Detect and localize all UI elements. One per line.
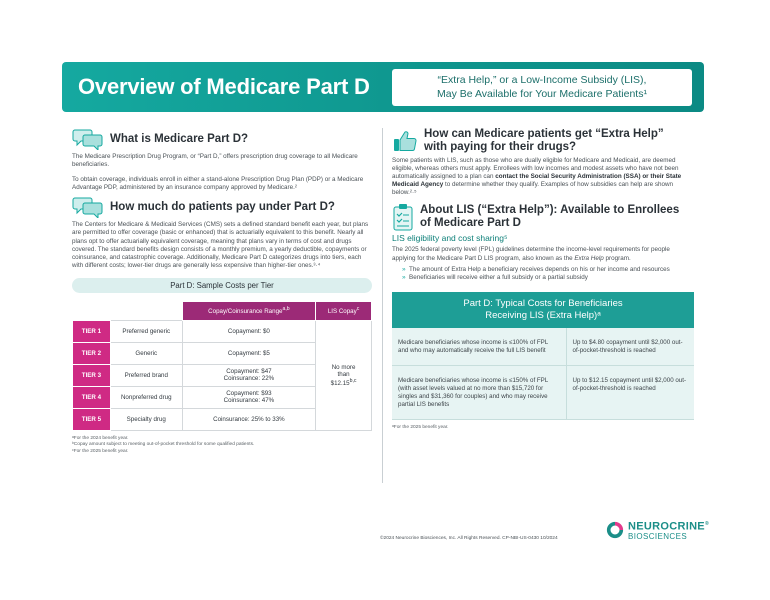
logo-top-text: NEUROCRINE [628, 520, 705, 533]
extra-help-title: How can Medicare patients get “Extra Help” with paying for their drugs? [424, 128, 664, 153]
what-is-part-d-title: What is Medicare Part D? [110, 132, 249, 145]
what-is-part-d-heading [72, 128, 372, 150]
list-item: » The amount of Extra Help a beneficiary receives depends on his or her income and resources [402, 266, 694, 274]
table-corner [73, 301, 183, 320]
page-title: Overview of Medicare Part D [78, 74, 370, 99]
lis-copay-header: LIS Copay$^c$ [316, 301, 372, 320]
drug-type: Preferred generic [110, 320, 182, 342]
logo-bottom-text: BIOSCIENCES [628, 531, 688, 541]
drug-type: Specialty drug [110, 408, 182, 430]
lis-cost-table [392, 328, 694, 420]
extra-help-paragraph: Some patients with LIS, such as those who are dually eligible for Medicare and Medicaid, are deemed eligible, whereas others must apply. Enrollees with low incomes and modest assets who have not been automatically assigned to a plan can contact the Social Security Administration (SSA) or their State Medicaid Agency to determine whether they qualify. Examples of how subsidies can help are shown below.²·⁵ [392, 157, 682, 197]
thumbs-up-icon [392, 128, 418, 154]
right-footnote: ᵃFor the 2025 benefit year. [392, 424, 449, 430]
extra-help-heading [392, 128, 694, 154]
page-header [62, 62, 704, 112]
cost-cell: Copayment: $47 Coinsurance: 22% [182, 364, 316, 386]
tier-label: TIER 1 [73, 320, 111, 342]
lis-copay-cell: No more than $12.15$^{b,c}$ [316, 320, 372, 430]
callout-line-2: May Be Available for Your Medicare Patients¹ [437, 88, 647, 100]
copyright-text: ©2024 Neurocrine Biosciences, Inc. All Rights Reserved. CP-NBI-US-0430 10/2024 [380, 536, 558, 541]
callout-line-1: “Extra Help,” or a Low-Income Subsidy (LIS), [437, 74, 647, 86]
tier-label: TIER 2 [73, 342, 111, 364]
column-divider [382, 128, 383, 483]
tier-cost-table [72, 301, 372, 431]
footnote-a: ᵃFor the 2024 benefit year. [72, 435, 129, 441]
drug-type: Preferred brand [110, 364, 182, 386]
how-much-pay-heading [72, 196, 372, 218]
lis-eligibility-subtitle: LIS eligibility and cost sharing⁵ [392, 233, 508, 244]
tier-label: TIER 3 [73, 364, 111, 386]
footnote-c: ᶜFor the 2025 benefit year. [72, 448, 129, 454]
tier-label: TIER 4 [73, 386, 111, 408]
beneficiary-description: Medicare beneficiaries whose income is ≤150% of FPL (with asset levels valued at no more than $15,720 for singles and $31,360 for couples) and who may receive partial LIS benefits [392, 365, 566, 419]
neurocrine-logo-icon [606, 521, 624, 539]
speech-bubbles-icon [72, 196, 104, 218]
what-is-part-d-paragraph-2: To obtain coverage, individuals enroll in either a stand-alone Prescription Drug Plan (PDP) or a Medicare Advantage PDP, administered by an insurance company approved by Medicare.² [72, 176, 364, 192]
about-lis-heading [392, 203, 694, 231]
lis-eligibility-paragraph: The 2025 federal poverty level (FPL) guidelines determine the income-level requirements for people applying for the Medicare Part D LIS program, also known as the Extra Help program. [392, 246, 670, 262]
cost-cell: Coinsurance: 25% to 33% [182, 408, 316, 430]
cost-cell: Copayment: $5 [182, 342, 316, 364]
what-is-part-d-paragraph-1: The Medicare Prescription Drug Program, or “Part D,” offers prescription drug coverage to all Medicare beneficiaries. [72, 153, 358, 169]
beneficiary-cost: Up to $4.80 copayment until $2,000 out-of-pocket-threshold is reached [566, 328, 694, 366]
neurocrine-logo [606, 519, 709, 542]
cost-cell: Copayment: $0 [182, 320, 316, 342]
left-footnotes [72, 436, 372, 455]
beneficiary-description: Medicare beneficiaries whose income is ≤100% of FPL and who may automatically receive the full LIS benefit [392, 328, 566, 366]
clipboard-checklist-icon [392, 203, 414, 231]
drug-type: Nonpreferred drug [110, 386, 182, 408]
how-much-pay-paragraph: The Centers for Medicare & Medicaid Services (CMS) sets a defined standard benefit each year, but plans are permitted to offer coverage (basic or enhanced) that is actuarially equivalent to this benefit. Nearly all plans opt to offer actuarially equivalent coverage, meaning that plans vary in terms of cost and drugs covered. The standard benefits design consists of a monthly premium, a yearly deductible, copayments or coinsurance, and catastrophic coverage. Additionally, Medicare Part D categorizes drugs into tiers, each with different costs; lower-tier drugs are generally less expensive than higher-tier ones.³·⁴ [72, 221, 369, 269]
sample-costs-pill: Part D: Sample Costs per Tier [72, 278, 372, 293]
table-row [392, 328, 694, 366]
logo-wordmark [628, 519, 709, 542]
table-row [73, 320, 372, 342]
tier-label: TIER 5 [73, 408, 111, 430]
drug-type: Generic [110, 342, 182, 364]
speech-bubbles-icon [72, 128, 104, 150]
copay-range-header: Copay/Coinsurance Range$^{a,b}$ [182, 301, 316, 320]
extra-help-callout [392, 69, 692, 106]
beneficiary-cost: Up to $12.15 copayment until $2,000 out-of-pocket-threshold is reached [566, 365, 694, 419]
left-column [72, 128, 372, 455]
eligibility-bullets [392, 266, 694, 282]
list-item: » Beneficiaries will receive either a full subsidy or a partial subsidy [402, 274, 694, 282]
how-much-pay-title: How much do patients pay under Part D? [110, 200, 335, 213]
right-column [392, 128, 694, 431]
about-lis-title: About LIS (“Extra Help”): Available to Enrollees of Medicare Part D [420, 204, 680, 230]
lis-table-header: Part D: Typical Costs for Beneficiaries Receiving LIS (Extra Help)ᵃ [392, 292, 694, 328]
cost-cell: Copayment: $93 Coinsurance: 47% [182, 386, 316, 408]
footnote-b: ᵇCopay amount subject to meeting out-of-pocket threshold for some qualified patients. [72, 442, 255, 448]
logo-registered: ® [704, 521, 709, 527]
table-row [392, 365, 694, 419]
